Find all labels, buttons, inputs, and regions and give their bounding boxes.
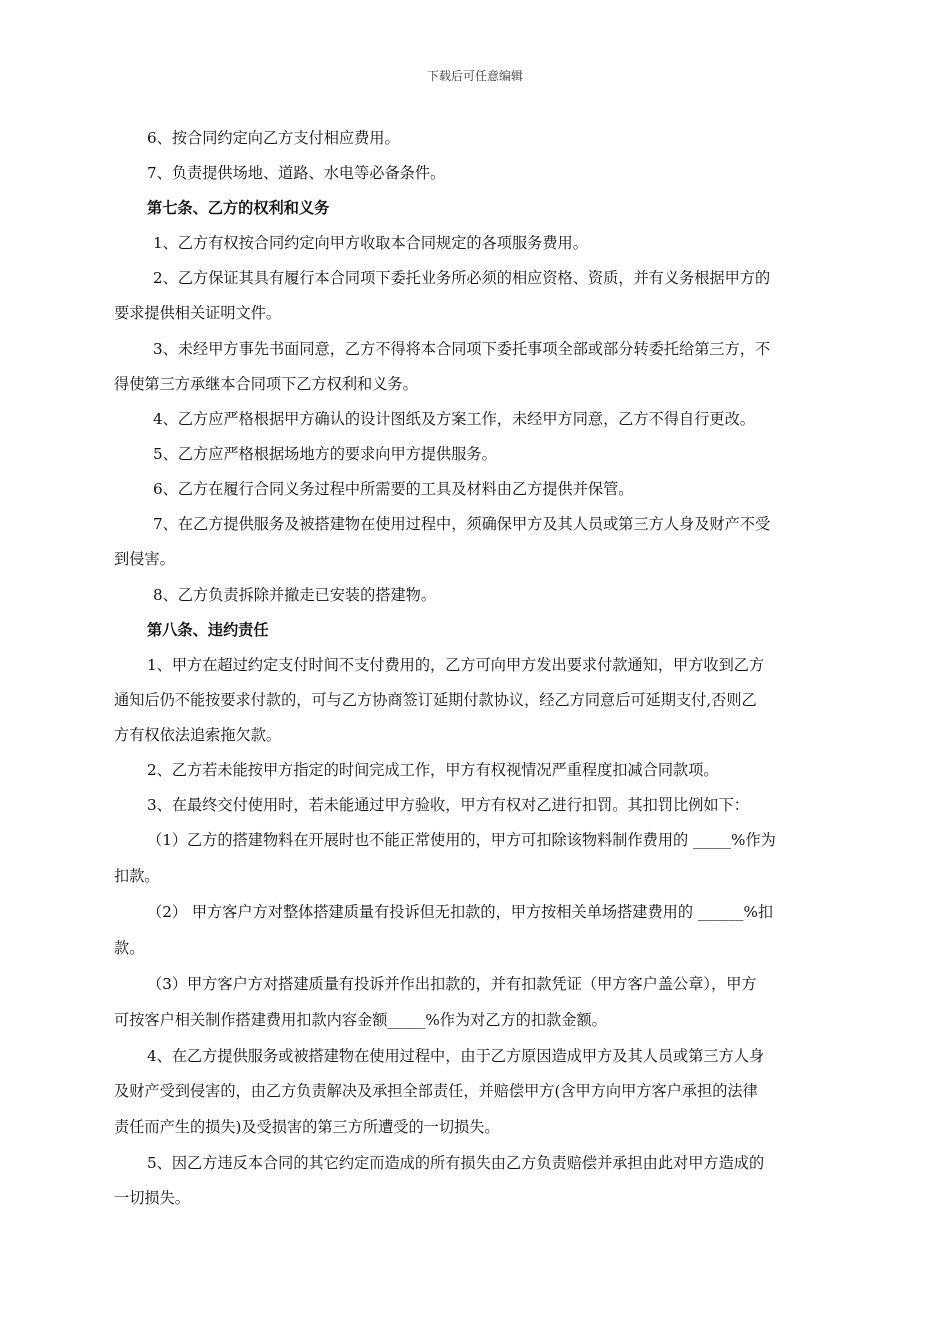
article-8-heading: 第八条、违约责任 xyxy=(147,621,269,639)
clause-7-3-cont: 得使第三方承继本合同项下乙方权利和义务。 xyxy=(114,375,418,393)
clause-7-3: 3、未经甲方事先书面同意，乙方不得将本合同项下委托事项全部或部分转委托给第三方，不 xyxy=(153,340,771,358)
clause-a6: 6、按合同约定向乙方支付相应费用。 xyxy=(147,129,400,147)
clause-a7: 7、负责提供场地、道路、水电等必备条件。 xyxy=(147,164,446,182)
clause-8-5: 5、因乙方违反本合同的其它约定而造成的所有损失由乙方负责赔偿并承担由此对甲方造成的 xyxy=(147,1154,765,1172)
clause-8-3: 3、在最终交付使用时，若未能通过甲方验收，甲方有权对乙进行扣罚。其扣罚比例如下： xyxy=(147,796,749,814)
clause-7-5: 5、乙方应严格根据场地方的要求向甲方提供服务。 xyxy=(153,445,497,463)
clause-8-2: 2、乙方若未能按甲方指定的时间完成工作，甲方有权视情况严重程度扣减合同款项。 xyxy=(147,761,719,779)
clause-8-4-cont1: 及财产受到侵害的，由乙方负责解决及承担全部责任，并赔偿甲方(含甲方向甲方客户承担的法律 xyxy=(114,1082,758,1100)
page-header: 下载后可任意编辑 xyxy=(426,69,523,83)
clause-8-3-1-cont: 扣款。 xyxy=(114,867,160,885)
clause-7-2: 2、乙方保证其具有履行本合同项下委托业务所必须的相应资格、资质，并有义务根据甲方的 xyxy=(153,269,771,287)
clause-8-4: 4、在乙方提供服务或被搭建物在使用过程中，由于乙方原因造成甲方及其人员或第三方人身 xyxy=(147,1047,765,1065)
clause-8-1-cont2: 方有权依法追索拖欠款。 xyxy=(114,726,282,744)
clause-8-3-1: （1）乙方的搭建物料在开展时也不能正常使用的，甲方可扣除该物料制作费用的 _____%作为 xyxy=(147,831,776,849)
clause-7-4: 4、乙方应严格根据甲方确认的设计图纸及方案工作，未经甲方同意，乙方不得自行更改。 xyxy=(153,410,755,428)
clause-7-2-cont: 要求提供相关证明文件。 xyxy=(114,304,282,322)
clause-7-8: 8、乙方负责拆除并撤走已安装的搭建物。 xyxy=(153,586,437,604)
clause-8-4-cont2: 责任而产生的损失)及受损害的第三方所遭受的一切损失。 xyxy=(114,1118,500,1136)
clause-7-6: 6、乙方在履行合同义务过程中所需要的工具及材料由乙方提供并保管。 xyxy=(153,480,634,498)
clause-8-5-cont: 一切损失。 xyxy=(114,1189,190,1207)
clause-7-7-cont: 到侵害。 xyxy=(114,550,175,568)
clause-7-7: 7、在乙方提供服务及被搭建物在使用过程中，须确保甲方及其人员或第三方人身及财产不受 xyxy=(153,515,771,533)
clause-8-3-3-cont: 可按客户相关制作搭建费用扣款内容金额_____%作为对乙方的扣款金额。 xyxy=(114,1011,607,1029)
clause-7-1: 1、乙方有权按合同约定向甲方收取本合同规定的各项服务费用。 xyxy=(153,234,588,252)
clause-8-1: 1、甲方在超过约定支付时间不支付费用的，乙方可向甲方发出要求付款通知，甲方收到乙方 xyxy=(147,656,765,674)
clause-8-1-cont1: 通知后仍不能按要求付款的，可与乙方协商签订延期付款协议，经乙方同意后可延期支付,否则乙 xyxy=(114,691,757,709)
clause-8-3-2: （2） 甲方客户方对整体搭建质量有投诉但无扣款的，甲方按相关单场搭建费用的 ______%扣 xyxy=(147,903,774,921)
article-7-heading: 第七条、乙方的权利和义务 xyxy=(147,199,330,217)
clause-8-3-3: （3）甲方客户方对搭建质量有投诉并作出扣款的，并有扣款凭证（甲方客户盖公章），甲方 xyxy=(147,975,757,993)
clause-8-3-2-cont: 款。 xyxy=(114,939,145,957)
